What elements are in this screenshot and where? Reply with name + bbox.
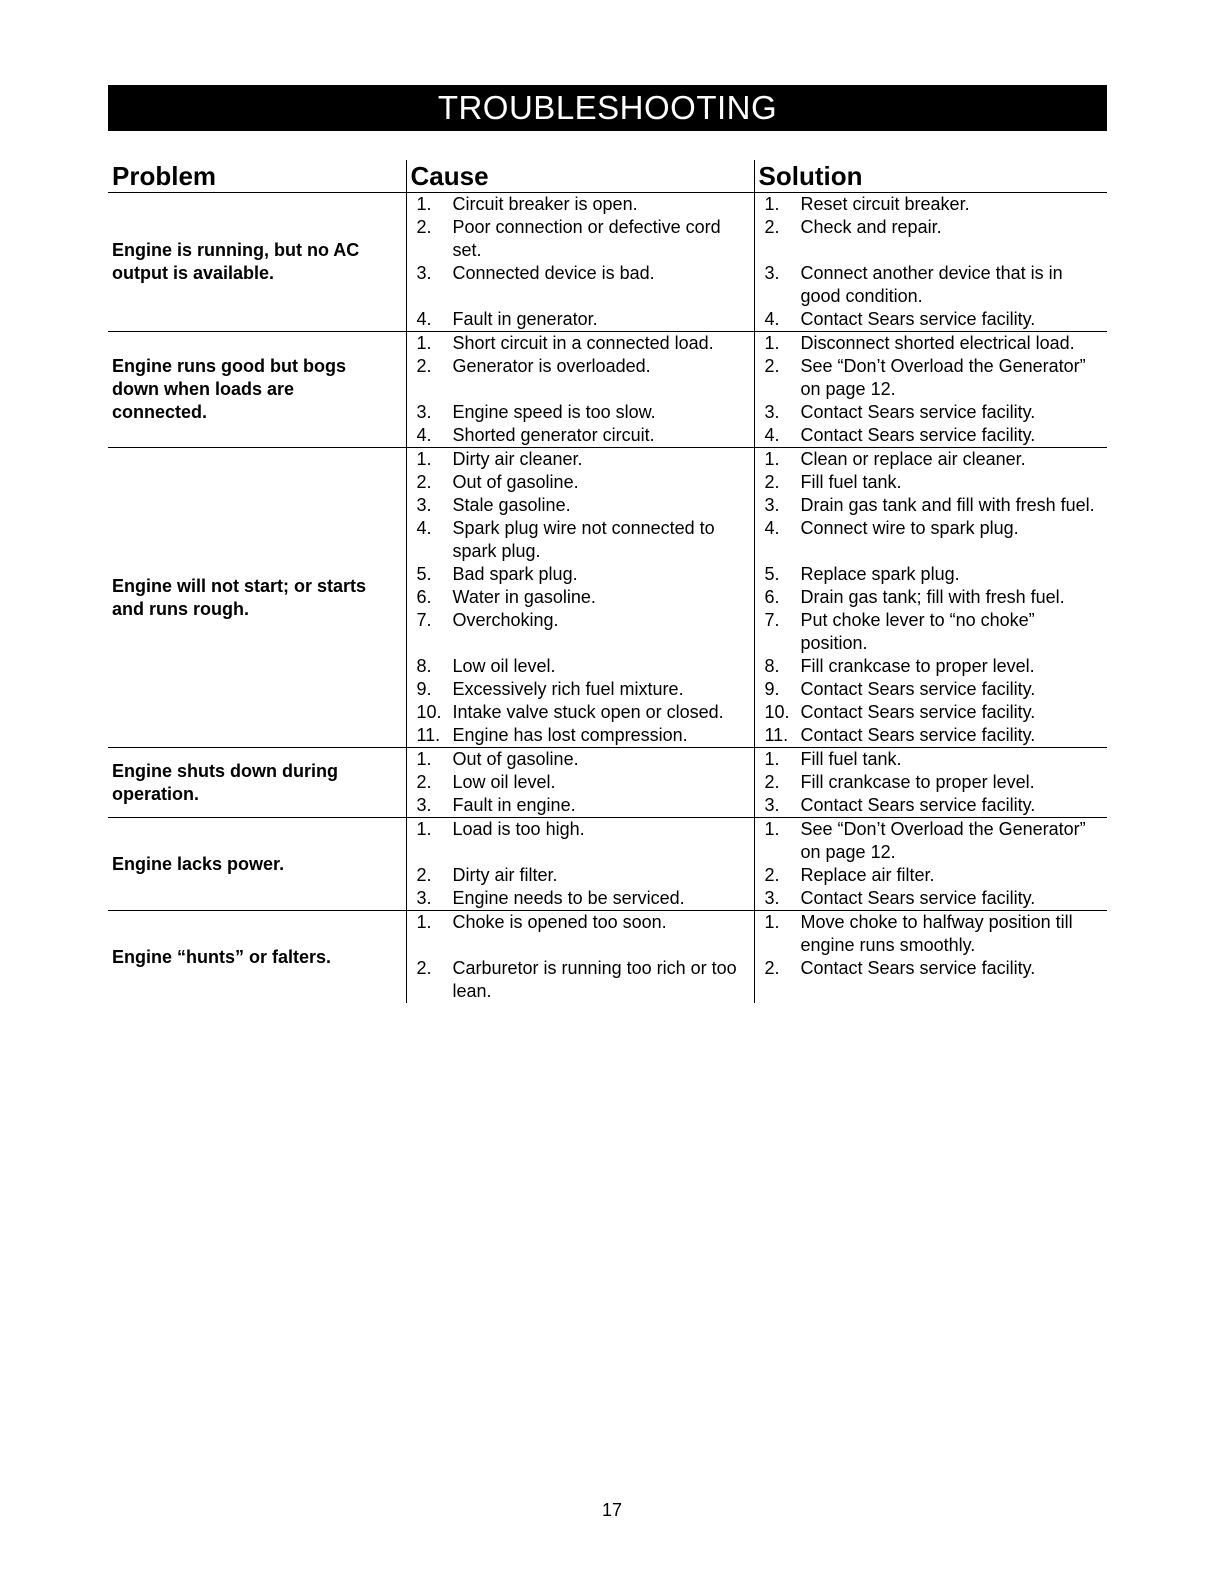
solution-item-text: Put choke lever to “no choke” position. xyxy=(800,610,1035,653)
cause-item xyxy=(407,609,754,655)
cause-item-number: 3. xyxy=(416,495,432,515)
solution-item-number: 5. xyxy=(764,564,780,584)
solution-cell xyxy=(754,818,1107,911)
cause-item-number: 7. xyxy=(416,610,432,630)
cause-item-text: Engine speed is too slow. xyxy=(452,402,656,422)
cause-item-text: Stale gasoline. xyxy=(452,495,571,515)
cause-item xyxy=(407,887,754,910)
cause-item-text: Dirty air cleaner. xyxy=(452,449,583,469)
solution-item xyxy=(755,609,1108,655)
cause-item-text: Load is too high. xyxy=(452,819,585,839)
solution-item-number: 4. xyxy=(764,425,780,445)
solution-item-number: 3. xyxy=(764,795,780,815)
table-row xyxy=(108,448,1107,748)
cause-item-number: 5. xyxy=(416,564,432,584)
solution-cell xyxy=(754,448,1107,748)
solution-item-number: 4. xyxy=(764,518,780,538)
cause-item-number: 3. xyxy=(416,888,432,908)
solution-item-text: See “Don’t Overload the Generator” on page 12. xyxy=(800,356,1086,399)
cause-cell xyxy=(406,818,754,911)
solution-item-text: Connect wire to spark plug. xyxy=(800,518,1019,538)
solution-item-text: Fill crankcase to proper level. xyxy=(800,772,1035,792)
cause-column-header: Cause xyxy=(406,160,754,193)
cause-item xyxy=(407,864,754,887)
solution-item-text: Check and repair. xyxy=(800,217,942,237)
page-number: 17 xyxy=(601,1500,623,1520)
cause-item-number: 10. xyxy=(416,702,442,722)
solution-item-text: Contact Sears service facility. xyxy=(800,725,1036,745)
cause-item-number: 4. xyxy=(416,518,432,538)
solution-item-number: 2. xyxy=(764,217,780,237)
cause-item xyxy=(407,355,754,401)
cause-item xyxy=(407,216,754,262)
solution-item xyxy=(755,655,1108,678)
cause-item xyxy=(407,494,754,517)
page-title: TROUBLESHOOTING xyxy=(108,85,1107,131)
cause-item-number: 4. xyxy=(416,425,432,445)
solution-cell xyxy=(754,748,1107,818)
solution-item xyxy=(755,448,1108,471)
solution-item-number: 11. xyxy=(764,725,789,745)
table-header-row xyxy=(108,160,1107,193)
solution-item-number: 2. xyxy=(764,865,780,885)
solution-item-text: Contact Sears service facility. xyxy=(800,888,1036,908)
solution-item xyxy=(755,355,1108,401)
solution-item-text: Disconnect shorted electrical load. xyxy=(800,333,1075,353)
solution-item-number: 1. xyxy=(764,333,780,353)
table-row xyxy=(108,332,1107,448)
solution-item xyxy=(755,424,1108,447)
cause-item-text: Water in gasoline. xyxy=(452,587,596,607)
solution-item-text: Reset circuit breaker. xyxy=(800,194,970,214)
cause-item xyxy=(407,701,754,724)
solution-cell xyxy=(754,911,1107,1004)
solution-item-number: 2. xyxy=(764,356,780,376)
troubleshooting-table xyxy=(108,160,1107,1003)
cause-item-number: 2. xyxy=(416,772,432,792)
cause-item-number: 1. xyxy=(416,194,432,214)
solution-item-number: 2. xyxy=(764,472,780,492)
cause-item xyxy=(407,794,754,817)
problem-cell: Engine will not start; or starts and runs rough. xyxy=(108,448,406,748)
cause-item-text: Fault in engine. xyxy=(452,795,576,815)
cause-item xyxy=(407,471,754,494)
solution-item-text: Contact Sears service facility. xyxy=(800,679,1036,699)
solution-item-text: Replace spark plug. xyxy=(800,564,960,584)
cause-item xyxy=(407,308,754,331)
cause-item-number: 9. xyxy=(416,679,432,699)
solution-item xyxy=(755,471,1108,494)
cause-item xyxy=(407,517,754,563)
cause-cell xyxy=(406,193,754,332)
solution-cell xyxy=(754,332,1107,448)
cause-item-number: 8. xyxy=(416,656,432,676)
cause-item-text: Carburetor is running too rich or too lean. xyxy=(452,958,737,1001)
cause-item-text: Fault in generator. xyxy=(452,309,598,329)
solution-item-number: 3. xyxy=(764,263,780,283)
solution-item xyxy=(755,864,1108,887)
cause-item xyxy=(407,563,754,586)
solution-item-text: Clean or replace air cleaner. xyxy=(800,449,1026,469)
cause-item-number: 2. xyxy=(416,356,432,376)
cause-item-number: 1. xyxy=(416,912,432,932)
solution-item-number: 1. xyxy=(764,819,780,839)
solution-item xyxy=(755,771,1108,794)
solution-item xyxy=(755,887,1108,910)
cause-item-number: 2. xyxy=(416,958,432,978)
table-row xyxy=(108,748,1107,818)
solution-item-text: Contact Sears service facility. xyxy=(800,425,1036,445)
cause-item-number: 2. xyxy=(416,865,432,885)
cause-item-text: Short circuit in a connected load. xyxy=(452,333,714,353)
solution-item xyxy=(755,911,1108,957)
solution-item-text: Contact Sears service facility. xyxy=(800,309,1036,329)
cause-item-number: 6. xyxy=(416,587,432,607)
solution-item xyxy=(755,216,1108,262)
solution-item-number: 3. xyxy=(764,888,780,908)
cause-item-text: Out of gasoline. xyxy=(452,749,579,769)
cause-item-number: 1. xyxy=(416,333,432,353)
cause-item xyxy=(407,262,754,308)
solution-item xyxy=(755,818,1108,864)
cause-item-number: 4. xyxy=(416,309,432,329)
solution-item-number: 2. xyxy=(764,958,780,978)
solution-item-text: See “Don’t Overload the Generator” on page 12. xyxy=(800,819,1086,862)
solution-item-number: 3. xyxy=(764,495,780,515)
cause-item-number: 3. xyxy=(416,263,432,283)
cause-item xyxy=(407,748,754,771)
solution-item xyxy=(755,701,1108,724)
cause-item xyxy=(407,586,754,609)
cause-cell xyxy=(406,911,754,1004)
cause-item-text: Dirty air filter. xyxy=(452,865,558,885)
solution-item xyxy=(755,678,1108,701)
cause-item-number: 2. xyxy=(416,472,432,492)
cause-item-text: Choke is opened too soon. xyxy=(452,912,667,932)
solution-item-number: 8. xyxy=(764,656,780,676)
solution-item xyxy=(755,586,1108,609)
cause-item xyxy=(407,957,754,1003)
solution-item-text: Contact Sears service facility. xyxy=(800,702,1036,722)
solution-item-text: Contact Sears service facility. xyxy=(800,958,1036,978)
cause-item-number: 11. xyxy=(416,725,441,745)
cause-cell xyxy=(406,448,754,748)
cause-item-text: Intake valve stuck open or closed. xyxy=(452,702,724,722)
cause-item xyxy=(407,911,754,957)
cause-item-number: 1. xyxy=(416,449,432,469)
solution-item xyxy=(755,748,1108,771)
solution-item xyxy=(755,308,1108,331)
cause-item-number: 2. xyxy=(416,217,432,237)
solution-item xyxy=(755,262,1108,308)
solution-item-number: 1. xyxy=(764,194,780,214)
cause-item-number: 3. xyxy=(416,795,432,815)
cause-cell xyxy=(406,748,754,818)
cause-item xyxy=(407,193,754,216)
solution-item-number: 6. xyxy=(764,587,780,607)
cause-item-text: Spark plug wire not connected to spark plug. xyxy=(452,518,715,561)
cause-item-text: Connected device is bad. xyxy=(452,263,655,283)
solution-item xyxy=(755,494,1108,517)
solution-item xyxy=(755,517,1108,563)
problem-column-header: Problem xyxy=(108,160,406,193)
cause-item-text: Poor connection or defective cord set. xyxy=(452,217,721,260)
solution-item-number: 1. xyxy=(764,912,780,932)
table-row xyxy=(108,193,1107,332)
solution-item-number: 1. xyxy=(764,749,780,769)
cause-item-text: Engine has lost compression. xyxy=(452,725,688,745)
solution-item xyxy=(755,563,1108,586)
cause-item xyxy=(407,655,754,678)
solution-item xyxy=(755,401,1108,424)
cause-item-text: Out of gasoline. xyxy=(452,472,579,492)
solution-item-text: Connect another device that is in good condition. xyxy=(800,263,1063,306)
problem-cell: Engine runs good but bogs down when loads are connected. xyxy=(108,332,406,448)
problem-cell: Engine shuts down during operation. xyxy=(108,748,406,818)
cause-cell xyxy=(406,332,754,448)
cause-item-text: Circuit breaker is open. xyxy=(452,194,638,214)
solution-item xyxy=(755,794,1108,817)
cause-item-text: Overchoking. xyxy=(452,610,559,630)
solution-item-text: Drain gas tank and fill with fresh fuel. xyxy=(800,495,1095,515)
problem-cell: Engine “hunts” or falters. xyxy=(112,946,332,967)
cause-item xyxy=(407,332,754,355)
table-row xyxy=(108,818,1107,911)
solution-item-text: Contact Sears service facility. xyxy=(800,402,1036,422)
cause-item-text: Shorted generator circuit. xyxy=(452,425,655,445)
cause-item xyxy=(407,424,754,447)
solution-item-number: 7. xyxy=(764,610,780,630)
solution-item-number: 10. xyxy=(764,702,790,722)
solution-item-text: Drain gas tank; fill with fresh fuel. xyxy=(800,587,1065,607)
solution-cell xyxy=(754,193,1107,332)
solution-item-text: Fill fuel tank. xyxy=(800,749,902,769)
cause-item xyxy=(407,401,754,424)
cause-item-number: 1. xyxy=(416,749,432,769)
solution-item-number: 2. xyxy=(764,772,780,792)
cause-item-text: Bad spark plug. xyxy=(452,564,578,584)
cause-item-text: Low oil level. xyxy=(452,772,556,792)
solution-item-text: Fill fuel tank. xyxy=(800,472,902,492)
solution-item-text: Move choke to halfway position till engine runs smoothly. xyxy=(800,912,1073,955)
solution-item xyxy=(755,332,1108,355)
cause-item xyxy=(407,678,754,701)
cause-item-text: Engine needs to be serviced. xyxy=(452,888,685,908)
table-row xyxy=(108,911,1107,1004)
solution-item-number: 4. xyxy=(764,309,780,329)
solution-item-text: Replace air filter. xyxy=(800,865,935,885)
solution-item xyxy=(755,724,1108,747)
solution-item-number: 3. xyxy=(764,402,780,422)
solution-item-number: 9. xyxy=(764,679,780,699)
cause-item xyxy=(407,448,754,471)
solution-item-text: Fill crankcase to proper level. xyxy=(800,656,1035,676)
solution-item xyxy=(755,957,1108,1003)
cause-item-number: 1. xyxy=(416,819,432,839)
cause-item xyxy=(407,771,754,794)
cause-item-text: Low oil level. xyxy=(452,656,556,676)
problem-cell: Engine lacks power. xyxy=(108,818,406,911)
cause-item xyxy=(407,818,754,864)
solution-item-text: Contact Sears service facility. xyxy=(800,795,1036,815)
cause-item-number: 3. xyxy=(416,402,432,422)
cause-item-text: Excessively rich fuel mixture. xyxy=(452,679,684,699)
cause-item xyxy=(407,724,754,747)
solution-item xyxy=(755,193,1108,216)
solution-column-header: Solution xyxy=(754,160,1107,193)
solution-item-number: 1. xyxy=(764,449,780,469)
problem-cell: Engine is running, but no AC output is available. xyxy=(108,193,406,332)
cause-item-text: Generator is overloaded. xyxy=(452,356,651,376)
